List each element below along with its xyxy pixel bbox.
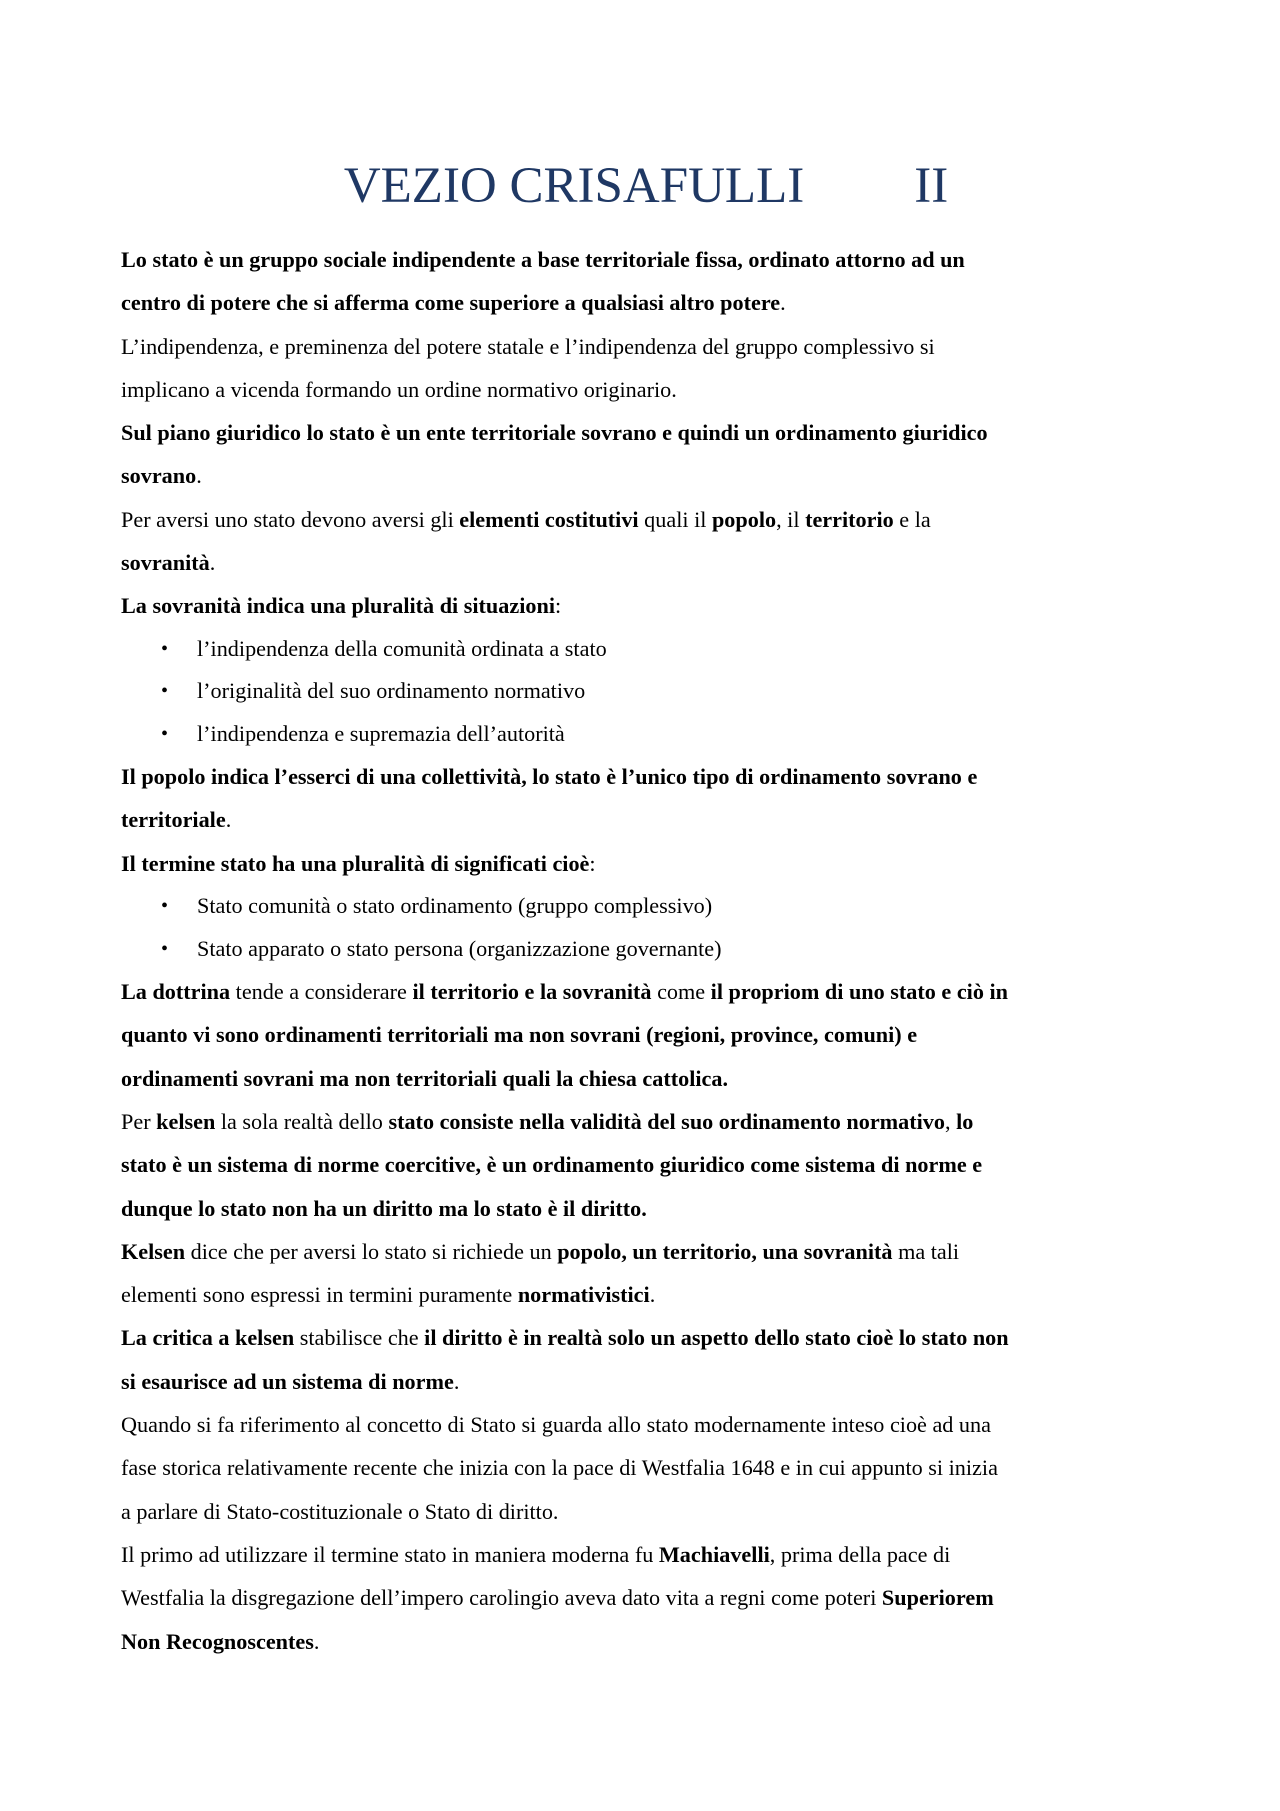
paragraph-people: Il popolo indica l’esserci di una collettività, lo stato è l’unico tipo di ordinamento sovrano e territoriale. [121, 764, 978, 833]
list-item: • l’indipendenza e supremazia dell’autorità [161, 713, 1171, 756]
paragraph-kelsen-elements: Kelsen dice che per aversi lo stato si richiede un popolo, un territorio, una sovranità ma tali elementi sono espressi in termini puramente normativistici. [121, 1238, 960, 1308]
paragraph-independence: L’indipendenza, e preminenza del potere statale e l’indipendenza del gruppo complessivo si implicano a vicenda formando un ordine normativo originario. [121, 333, 935, 402]
paragraph-modern-state: Quando si fa riferimento al concetto di Stato si guarda allo stato modernamente inteso cioè ad una fase storica relativamente recente che inizia con la pace di Westfalia 1648 e in cui appunto si inizia a parlare di Stato-costituzionale o Stato di diritto. [121, 1412, 998, 1524]
bullet-icon: • [161, 722, 169, 745]
page-title [121, 146, 1171, 226]
paragraph-elements: Per aversi uno stato devono aversi gli elementi costitutivi quali il popolo, il territorio e la sovranità. [121, 506, 931, 576]
paragraph-legal-plane: Sul piano giuridico lo stato è un ente territoriale sovrano e quindi un ordinamento giuridico sovrano. [121, 420, 988, 489]
list-item: • l’indipendenza della comunità ordinata a stato [161, 628, 1171, 671]
paragraph-meanings: Il termine stato ha una pluralità di significati cioè: [121, 850, 596, 876]
bullet-icon: • [161, 937, 169, 960]
bullet-icon: • [161, 895, 169, 918]
bullet-icon: • [161, 637, 169, 660]
document-page [121, 146, 1171, 1663]
paragraph-doctrine: La dottrina tende a considerare il territorio e la sovranità come il propriom di uno stato e ciò in quanto vi sono ordinamenti territoriali ma non sovrani (regioni, province, comuni) e ordinamenti sovrani ma non territoriali quali la chiesa cattolica. [121, 979, 1008, 1091]
bullet-icon: • [161, 680, 169, 703]
list-item: • l’originalità del suo ordinamento normativo [161, 670, 1171, 713]
bullet-list-meanings [121, 885, 1171, 970]
paragraph-sovereignty: La sovranità indica una pluralità di situazioni: [121, 593, 562, 619]
paragraph-definition: Lo stato è un gruppo sociale indipendente a base territoriale fissa, ordinato attorno ad un centro di potere che si afferma come superiore a qualsiasi altro potere. [121, 247, 965, 316]
title-main: VEZIO CRISAFULLI [343, 158, 805, 214]
paragraph-machiavelli: Il primo ad utilizzare il termine stato in maniera moderna fu Machiavelli, prima della pace di Westfalia la disgregazione dell’impero carolingio aveva dato vita a regni come poteri Superiorem Non Recognoscentes. [121, 1541, 994, 1654]
title-suffix: II [914, 158, 949, 214]
list-item: • Stato comunità o stato ordinamento (gruppo complessivo) [161, 885, 1171, 928]
list-item: • Stato apparato o stato persona (organizzazione governante) [161, 928, 1171, 971]
bullet-list-sovereignty [121, 628, 1171, 756]
paragraph-kelsen-critique: La critica a kelsen stabilisce che il diritto è in realtà solo un aspetto dello stato cioè lo stato non si esaurisce ad un sistema di norme. [121, 1325, 1009, 1394]
paragraph-kelsen: Per kelsen la sola realtà dello stato consiste nella validità del suo ordinamento normativo, lo stato è un sistema di norme coercitive, è un ordinamento giuridico come sistema di norme e dunque lo stato non ha un diritto ma lo stato è il diritto. [121, 1108, 983, 1221]
